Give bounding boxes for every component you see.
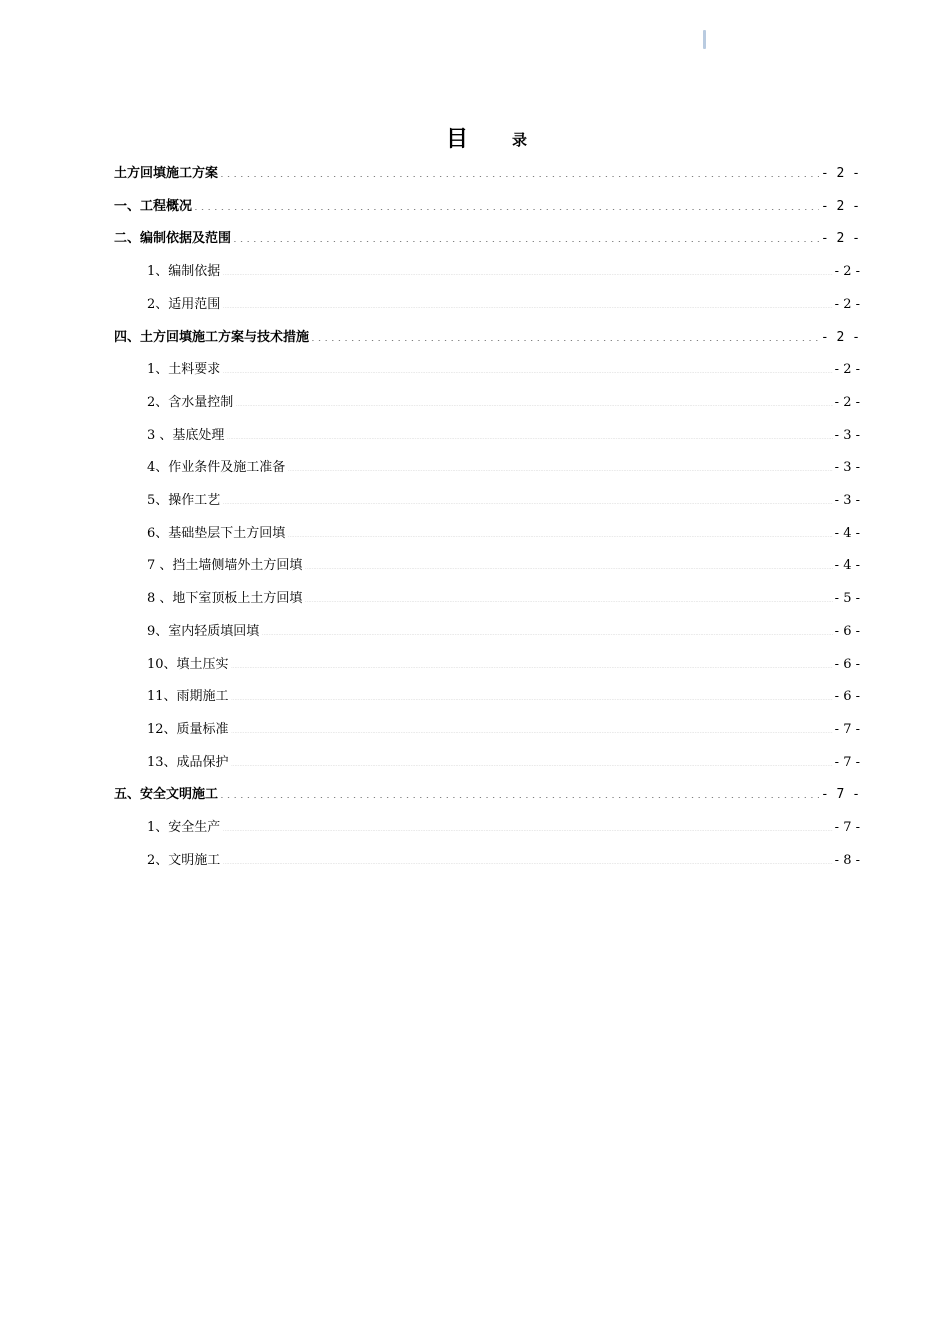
toc-dot-leader	[222, 261, 832, 275]
toc-entry-page-number: - 2 -	[834, 296, 860, 312]
toc-entry-label: 四、土方回填施工方案与技术措施	[114, 329, 310, 345]
toc-entry-label: 一、工程概况	[114, 198, 193, 214]
toc-dot-leader	[222, 359, 832, 373]
toc-entry[interactable]	[147, 522, 860, 544]
toc-entry-page-number: - 7 -	[834, 820, 860, 835]
toc-entry-page-number: - 3 -	[834, 460, 860, 476]
toc-entry[interactable]	[147, 424, 860, 446]
toc-dot-leader	[222, 294, 832, 308]
toc-title-char-2: 录	[512, 131, 528, 149]
toc-dot-leader	[194, 196, 819, 210]
toc-entry-page-number: - 7 -	[820, 787, 860, 803]
toc-entry[interactable]	[147, 587, 860, 609]
toc-dot-leader	[222, 850, 832, 864]
toc-entry[interactable]	[147, 685, 860, 707]
toc-entry-label: 1、土料要求	[147, 362, 221, 378]
toc-entry-page-number: - 6 -	[834, 623, 860, 639]
toc-title	[0, 122, 950, 152]
toc-entry-label: 11、雨期施工	[147, 689, 229, 705]
toc-entry-page-number: - 2 -	[834, 264, 860, 280]
toc-entry[interactable]	[147, 293, 860, 315]
toc-entry-page-number: - 7 -	[834, 754, 860, 770]
toc-dot-leader	[231, 719, 833, 733]
toc-entry-page-number: - 7 -	[834, 721, 860, 737]
toc-entry[interactable]	[114, 162, 860, 184]
toc-entry-label: 8 、地下室顶板上土方回填	[147, 591, 303, 607]
toc-dot-leader	[304, 588, 832, 602]
toc-dot-leader	[220, 163, 819, 177]
toc-entry-page-number: - 8 -	[834, 852, 860, 868]
toc-entry-label: 1、安全生产	[147, 820, 221, 835]
toc-entry-label: 10、填土压实	[147, 656, 229, 672]
toc-entry-page-number: - 6 -	[834, 656, 860, 672]
toc-entry-label: 2、文明施工	[147, 852, 221, 868]
toc-dot-leader	[226, 425, 832, 439]
toc-entry-page-number: - 4 -	[834, 525, 860, 541]
toc-entry-page-number: - 5 -	[834, 591, 860, 607]
top-margin-mark	[703, 30, 706, 49]
toc-entry[interactable]	[114, 326, 860, 348]
toc-entry-label: 13、成品保护	[147, 754, 229, 770]
toc-entry-label: 3 、基底处理	[147, 427, 225, 443]
toc-entry[interactable]	[147, 391, 860, 413]
toc-entry-label: 6、基础垫层下土方回填	[147, 525, 286, 541]
toc-entry-label: 二、编制依据及范围	[114, 231, 232, 247]
toc-entry-label: 2、适用范围	[147, 296, 221, 312]
toc-entry-page-number: - 2 -	[834, 362, 860, 378]
toc-entry-page-number: - 2 -	[820, 329, 860, 345]
toc-entry-label: 7 、挡土墙侧墙外土方回填	[147, 558, 303, 574]
toc-entry[interactable]	[147, 260, 860, 282]
toc-dot-leader	[222, 490, 832, 504]
toc-entry[interactable]	[114, 783, 860, 805]
toc-entry-page-number: - 3 -	[834, 427, 860, 443]
toc-dot-leader	[220, 784, 819, 798]
toc-entry[interactable]	[147, 751, 860, 773]
toc-entry[interactable]	[147, 554, 860, 576]
toc-entry-page-number: - 2 -	[820, 198, 860, 214]
toc-entry[interactable]	[147, 489, 860, 511]
toc-dot-leader	[235, 392, 832, 406]
toc-entry-label: 土方回填施工方案	[114, 166, 219, 181]
toc-entry-page-number: - 3 -	[834, 493, 860, 508]
toc-entry-label: 2、含水量控制	[147, 394, 234, 410]
toc-dot-leader	[231, 686, 833, 700]
toc-dot-leader	[287, 457, 832, 471]
toc-dot-leader	[261, 621, 832, 635]
toc-entry-page-number: - 4 -	[834, 558, 860, 574]
toc-entry-label: 4、作业条件及施工准备	[147, 460, 286, 476]
toc-entry-label: 12、质量标准	[147, 721, 229, 737]
toc-dot-leader	[311, 327, 819, 341]
toc-entry-page-number: - 2 -	[834, 394, 860, 410]
toc-entry-label: 5、操作工艺	[147, 493, 221, 508]
toc-entry[interactable]	[147, 358, 860, 380]
toc-dot-leader	[287, 523, 832, 537]
toc-dot-leader	[222, 817, 832, 831]
toc-entry[interactable]	[147, 849, 860, 871]
toc-entry-page-number: - 2 -	[820, 231, 860, 247]
toc-entry-label: 9、室内轻质填回填	[147, 623, 260, 639]
toc-title-char-1: 目	[446, 126, 469, 152]
toc-entry-label: 五、安全文明施工	[114, 787, 219, 803]
toc-entry-label: 1、编制依据	[147, 264, 221, 280]
toc-entry[interactable]	[147, 653, 860, 675]
toc-entry-page-number: - 2 -	[820, 166, 860, 181]
toc-dot-leader	[233, 228, 819, 242]
toc-dot-leader	[231, 752, 833, 766]
toc-dot-leader	[304, 555, 832, 569]
toc-entry[interactable]	[114, 195, 860, 217]
toc-entry[interactable]	[147, 816, 860, 838]
toc-entry[interactable]	[114, 227, 860, 249]
toc-entry[interactable]	[147, 620, 860, 642]
toc-entry[interactable]	[147, 718, 860, 740]
toc-dot-leader	[231, 654, 833, 668]
toc-entry-page-number: - 6 -	[834, 689, 860, 705]
toc-entry[interactable]	[147, 456, 860, 478]
